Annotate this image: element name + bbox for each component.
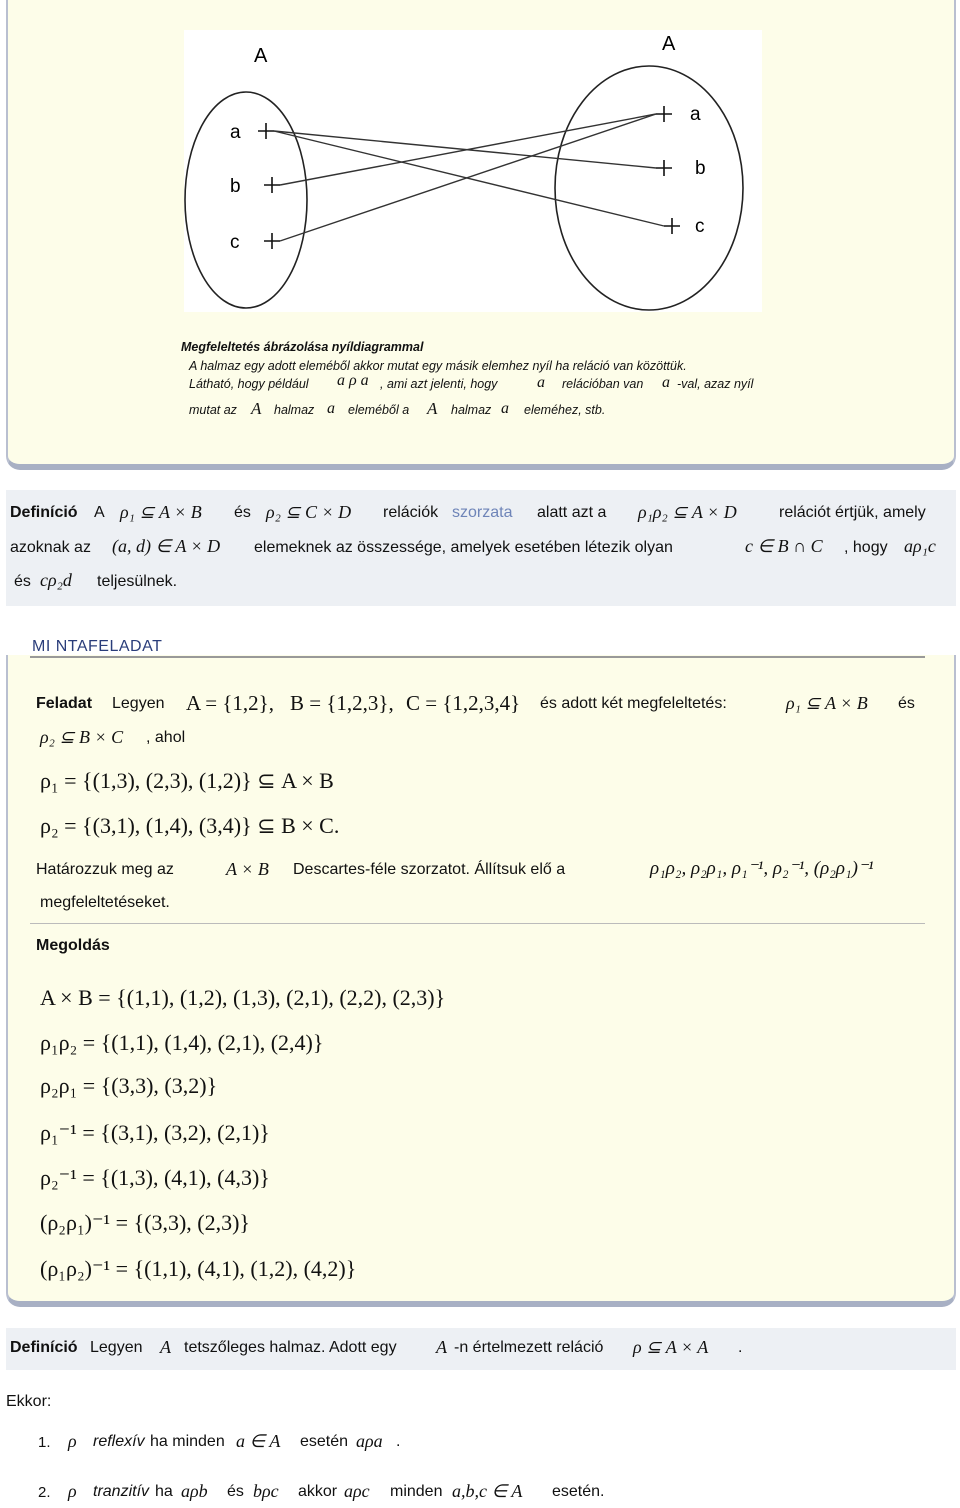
def1-math-4: (a, d) ∈ A × D bbox=[112, 536, 221, 556]
feladat-text-2: és bbox=[898, 695, 915, 712]
relation-arrows bbox=[274, 114, 664, 241]
feladat-text-3: Határozzuk meg az bbox=[36, 861, 174, 878]
right-set-title: A bbox=[662, 33, 676, 55]
right-set-ellipse bbox=[555, 66, 743, 310]
solution-rho2-inverse: ρ₂⁻¹ = {(1,3), (4,1), (4,3)} bbox=[40, 1165, 270, 1190]
reflexiv-term: reflexív bbox=[93, 1433, 145, 1450]
item-2-text-2: és bbox=[227, 1483, 244, 1500]
left-set-ellipse bbox=[185, 92, 307, 308]
item-2-text-1: ha bbox=[155, 1483, 173, 1500]
caption-l2-text-4: -val, azaz nyíl bbox=[677, 377, 754, 391]
caption-l3-math-2: a bbox=[327, 400, 335, 417]
szorzata-link[interactable]: szorzata bbox=[452, 504, 513, 521]
rho2-equation: ρ₂ = {(3,1), (1,4), (3,4)} ⊆ B × C. bbox=[40, 813, 340, 838]
caption-l2-text-2: , ami azt jelenti, hogy bbox=[380, 377, 498, 391]
def1-text-7: elemeknek az összessége, amelyek esetében létezik olyan bbox=[254, 539, 673, 556]
heading-underline bbox=[30, 656, 925, 658]
left-element-a: a bbox=[230, 122, 241, 143]
caption-l3-text-3: eleméből a bbox=[348, 403, 410, 417]
def1-math-2: ρ₂ ⊆ C × D bbox=[266, 502, 352, 522]
solution-rho1rho2: ρ₁ρ₂ = {(1,1), (1,4), (2,1), (2,4)} bbox=[40, 1030, 324, 1055]
rho2-def: ρ₂ ⊆ B × C bbox=[40, 727, 124, 747]
item-1-period: . bbox=[396, 1433, 401, 1450]
left-element-b: b bbox=[230, 176, 241, 197]
def1-text-8: , hogy bbox=[844, 539, 888, 556]
item-1-math-2: a ∈ A bbox=[236, 1431, 281, 1451]
caption-l3-math-3: A bbox=[427, 399, 438, 418]
caption-l2-text-1: Látható, hogy például bbox=[189, 377, 309, 391]
arrow-a-c bbox=[274, 131, 664, 226]
def1-math-5: c ∈ B ∩ C bbox=[745, 536, 823, 556]
AxB-math: A × B bbox=[226, 859, 269, 879]
caption-l3-math-1: A bbox=[251, 399, 262, 418]
solution-rho2rho1-inverse: (ρ₂ρ₁)⁻¹ = {(3,3), (2,3)} bbox=[40, 1210, 250, 1235]
item-2-math-2: aρb bbox=[181, 1481, 208, 1501]
feladat-text-legyen: Legyen bbox=[112, 695, 165, 712]
caption-l2-math-3: a bbox=[662, 374, 670, 391]
def2-text-3: -n értelmezett reláció bbox=[454, 1339, 604, 1356]
section-divider bbox=[30, 923, 925, 924]
feladat-text-5: megfeleltetéseket. bbox=[40, 894, 170, 911]
solution-AxB: A × B = {(1,1), (1,2), (1,3), (2,1), (2,2), (2,3)} bbox=[40, 985, 446, 1010]
rho1-def: ρ₁ ⊆ A × B bbox=[786, 693, 868, 713]
caption-l2-math-1: a ρ a bbox=[337, 372, 369, 389]
def1-text-1: A bbox=[94, 504, 105, 521]
right-marker-a bbox=[656, 106, 672, 122]
item-2-text-5: esetén. bbox=[552, 1483, 605, 1500]
def1-text-6: azoknak az bbox=[10, 539, 91, 556]
def1-math-6: aρ₁c bbox=[904, 536, 936, 556]
item-1-text-1: ha minden bbox=[150, 1433, 225, 1450]
right-element-c: c bbox=[695, 216, 705, 237]
right-marker-c bbox=[664, 218, 680, 234]
diagram-caption-title: Megfeleltetés ábrázolása nyíldiagrammal bbox=[181, 340, 424, 354]
def1-text-9: és bbox=[14, 573, 31, 590]
relations-list: ρ₁ρ₂, ρ₂ρ₁, ρ₁⁻¹, ρ₂⁻¹, (ρ₂ρ₁)⁻¹ bbox=[650, 858, 874, 879]
def2-math-3: ρ ⊆ A × A bbox=[633, 1337, 709, 1357]
definition-2-label: Definíció bbox=[10, 1339, 78, 1356]
def1-text-4: alatt azt a bbox=[537, 504, 607, 521]
left-marker-c bbox=[264, 233, 280, 249]
set-B-def: B = {1,2,3}, bbox=[290, 691, 394, 715]
arrow-diagram-svg bbox=[184, 30, 762, 312]
def2-math-2: A bbox=[436, 1337, 447, 1357]
def1-text-2: és bbox=[234, 504, 251, 521]
def2-math-1: A bbox=[160, 1337, 171, 1357]
def1-text-5: relációt értjük, amely bbox=[779, 504, 926, 521]
caption-l3-text-2: halmaz bbox=[274, 403, 315, 417]
tranzitiv-term: tranzitív bbox=[93, 1483, 150, 1500]
item-2-rho: ρ bbox=[68, 1481, 77, 1501]
mintafeladat-heading: MI NTAFELADAT bbox=[32, 638, 163, 655]
feladat-label: Feladat bbox=[36, 695, 93, 712]
item-2-math-4: aρc bbox=[344, 1481, 370, 1501]
megoldas-label: Megoldás bbox=[36, 937, 110, 954]
item-2-number: 2. bbox=[38, 1484, 51, 1501]
def1-text-10: teljesülnek. bbox=[97, 573, 178, 590]
item-1-number: 1. bbox=[38, 1434, 51, 1451]
def1-math-3: ρ₁ρ₂ ⊆ A × D bbox=[638, 502, 737, 522]
caption-line-1: A halmaz egy adott eleméből akkor mutat egy másik elemhez nyíl ha reláció van közöttük. bbox=[189, 359, 687, 373]
set-A-def: A = {1,2}, bbox=[186, 691, 275, 715]
item-2-text-4: minden bbox=[390, 1483, 443, 1500]
rho1-equation: ρ₁ = {(1,3), (2,3), (1,2)} ⊆ A × B bbox=[40, 768, 334, 793]
caption-l3-math-4: a bbox=[501, 400, 509, 417]
item-1-rho: ρ bbox=[68, 1431, 77, 1451]
feladat-ahol: , ahol bbox=[146, 729, 186, 746]
arrow-c-a bbox=[280, 114, 656, 241]
solution-rho2rho1: ρ₂ρ₁ = {(3,3), (3,2)} bbox=[40, 1073, 218, 1098]
item-2-math-3: bρc bbox=[253, 1481, 279, 1501]
caption-l3-text-4: halmaz bbox=[451, 403, 492, 417]
arrow-diagram bbox=[184, 30, 762, 312]
feladat-text-1: és adott két megfeleltetés: bbox=[540, 695, 727, 712]
def2-text-1: Legyen bbox=[90, 1339, 143, 1356]
right-element-b: b bbox=[695, 158, 706, 179]
caption-l3-text-5: eleméhez, stb. bbox=[524, 403, 606, 417]
definition-1-label: Definíció bbox=[10, 504, 78, 521]
def1-text-3: relációk bbox=[383, 504, 439, 521]
def1-math-1: ρ₁ ⊆ A × B bbox=[120, 502, 202, 522]
caption-l2-math-2: a bbox=[537, 374, 545, 391]
def2-text-4: . bbox=[738, 1339, 743, 1356]
left-marker-b bbox=[264, 177, 280, 193]
item-1-math-3: aρa bbox=[356, 1431, 383, 1451]
arrow-b-a bbox=[280, 114, 656, 185]
ekkor-label: Ekkor: bbox=[6, 1393, 52, 1410]
solution-rho1-inverse: ρ₁⁻¹ = {(3,1), (3,2), (2,1)} bbox=[40, 1120, 270, 1145]
right-element-a: a bbox=[690, 104, 701, 125]
right-marker-b bbox=[656, 160, 672, 176]
caption-l3-text-1: mutat az bbox=[189, 403, 237, 417]
left-element-c: c bbox=[230, 232, 240, 253]
set-C-def: C = {1,2,3,4} bbox=[406, 691, 521, 715]
item-1-text-2: esetén bbox=[300, 1433, 349, 1450]
item-2-text-3: akkor bbox=[298, 1483, 338, 1500]
def1-math-7: cρ₂d bbox=[40, 570, 72, 590]
feladat-text-4: Descartes-féle szorzatot. Állítsuk elő a bbox=[293, 861, 566, 878]
caption-l2-text-3: relációban van bbox=[562, 377, 644, 391]
left-set-title: A bbox=[254, 45, 268, 67]
def2-text-2: tetszőleges halmaz. Adott egy bbox=[184, 1339, 397, 1356]
item-2-math-5: a,b,c ∈ A bbox=[452, 1481, 523, 1501]
left-marker-a bbox=[258, 123, 274, 139]
solution-rho1rho2-inverse: (ρ₁ρ₂)⁻¹ = {(1,1), (4,1), (1,2), (4,2)} bbox=[40, 1256, 357, 1281]
